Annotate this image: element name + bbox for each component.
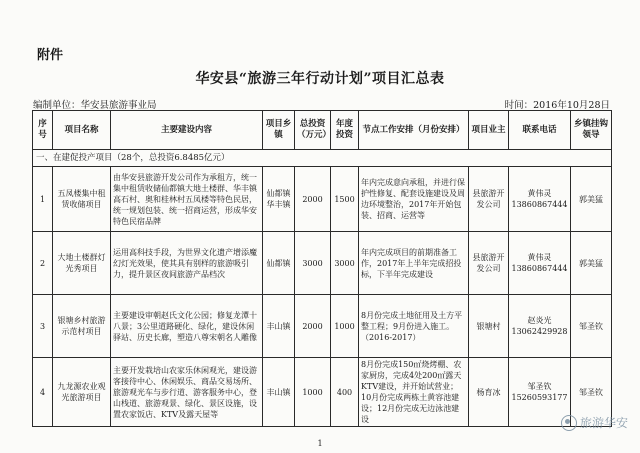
cell-invest: 3000 bbox=[295, 232, 331, 295]
cell-invest: 2000 bbox=[295, 295, 331, 358]
document-date: 时间：2016年10月28日 bbox=[504, 100, 610, 111]
cell-town: 仙都镇华丰镇 bbox=[263, 167, 295, 232]
cell-seq: 2 bbox=[33, 232, 53, 295]
chat-bubble-icon bbox=[561, 415, 577, 431]
cell-name: 银塘乡村旅游示范村项目 bbox=[53, 295, 111, 358]
header-seq: 序号 bbox=[33, 111, 53, 150]
page-number: 1 bbox=[317, 439, 323, 448]
watermark-text: 旅游华安 bbox=[579, 416, 628, 430]
cell-contact: 黄伟灵13860867444 bbox=[509, 167, 571, 232]
cell-leader: 郭美猛 bbox=[571, 167, 612, 232]
cell-content: 主要建设审朝赵氏文化公园；修复龙潭十八景；3公里道路硬化、绿化，建设休闲驿站、历史长廊，塑造八尊宋朝名人雕像 bbox=[111, 295, 263, 358]
cell-annual: 3000 bbox=[331, 232, 359, 295]
cell-annual: 1000 bbox=[331, 295, 359, 358]
cell-leader: 郭美猛 bbox=[571, 232, 612, 295]
cell-content: 主要开发栽培山农家乐休闲观光，建设游客接待中心、休闲娱乐、商品交易场所、旅游观光车与步行道、游客服务中心，登山栈道、旅游观景、绿化、景区设施，设置农家饭店、KTV及露天屋等 bbox=[111, 358, 263, 427]
cell-invest: 1000 bbox=[295, 358, 331, 427]
header-leader: 乡镇挂钩领导 bbox=[571, 111, 612, 150]
table-header-row bbox=[33, 111, 612, 150]
cell-owner: 银塘村 bbox=[469, 295, 509, 358]
cell-schedule: 年内完成意向承租，并进行保护性修复、配套设施建设及周边环境整治，2017年开始包装、招商、运营等 bbox=[359, 167, 469, 232]
compiling-unit: 编制单位：华安县旅游事业局 bbox=[33, 100, 157, 111]
cell-contact: 邹圣钦15260593177 bbox=[509, 358, 571, 427]
watermark bbox=[561, 414, 628, 431]
cell-town: 丰山镇 bbox=[263, 358, 295, 427]
header-owner: 项目业主 bbox=[469, 111, 509, 150]
table-row bbox=[33, 358, 612, 427]
header-contact: 联系电话 bbox=[509, 111, 571, 150]
header-invest: 总投资（万元） bbox=[295, 111, 331, 150]
section-title: 一、在建促投产项目（28个，总投资6.8485亿元） bbox=[33, 150, 612, 167]
cell-schedule: 8月份完成150㎡烧烤棚、农家厨房，完成4处200㎡露天KTV建设，并开始试营业；10月份完成两栋土黄容池建设；12月份完成无边泳池建设 bbox=[359, 358, 469, 427]
cell-seq: 1 bbox=[33, 167, 53, 232]
header-content: 主要建设内容 bbox=[111, 111, 263, 150]
cell-name: 五凤楼集中租赁收储项目 bbox=[53, 167, 111, 232]
table-row bbox=[33, 295, 612, 358]
cell-leader: 邹圣钦 bbox=[571, 358, 612, 427]
section-row bbox=[33, 150, 612, 167]
cell-owner: 县旅游开发公司 bbox=[469, 167, 509, 232]
cell-owner: 杨育冰 bbox=[469, 358, 509, 427]
cell-content: 由华安县旅游开发公司作为承租方，统一集中租赁收储仙都镇大地土楼群、华丰镇高石村、奥和桂林村五凤楼等特色民居，统一规划包装、统一招商运营，形成华安特色民宿品牌 bbox=[111, 167, 263, 232]
cell-contact: 黄伟灵13860867444 bbox=[509, 232, 571, 295]
header-name: 项目名称 bbox=[53, 111, 111, 150]
cell-seq: 4 bbox=[33, 358, 53, 427]
cell-content: 运用高科技手段，为世界文化遗产增添魔幻灯光效果，使其具有别样的旅游吸引力，提升景区夜间旅游产品档次 bbox=[111, 232, 263, 295]
cell-schedule: 年内完成项目的前期准备工作，2017年上半年完成招投标，下半年完成建设 bbox=[359, 232, 469, 295]
project-summary-table bbox=[32, 110, 612, 427]
cell-contact: 赵炎光13062429928 bbox=[509, 295, 571, 358]
cell-owner: 县旅游开发公司 bbox=[469, 232, 509, 295]
header-schedule: 节点工作安排（月份安排） bbox=[359, 111, 469, 150]
cell-leader: 邹圣钦 bbox=[571, 295, 612, 358]
table-row bbox=[33, 167, 612, 232]
cell-name: 九龙源农业观光旅游项目 bbox=[53, 358, 111, 427]
header-annual: 年度投资 bbox=[331, 111, 359, 150]
document-title: 华安县“旅游三年行动计划”项目汇总表 bbox=[195, 71, 445, 87]
cell-invest: 2000 bbox=[295, 167, 331, 232]
table-row bbox=[33, 232, 612, 295]
cell-schedule: 8月份完成土地征用及土方平整工程；9月份进入施工。（2016-2017） bbox=[359, 295, 469, 358]
cell-town: 丰山镇 bbox=[263, 295, 295, 358]
header-town: 项目乡镇 bbox=[263, 111, 295, 150]
cell-seq: 3 bbox=[33, 295, 53, 358]
cell-town: 仙都镇 bbox=[263, 232, 295, 295]
attachment-label: 附件 bbox=[37, 48, 64, 63]
cell-annual: 1500 bbox=[331, 167, 359, 232]
cell-name: 大地土楼群灯光秀项目 bbox=[53, 232, 111, 295]
cell-annual: 400 bbox=[331, 358, 359, 427]
